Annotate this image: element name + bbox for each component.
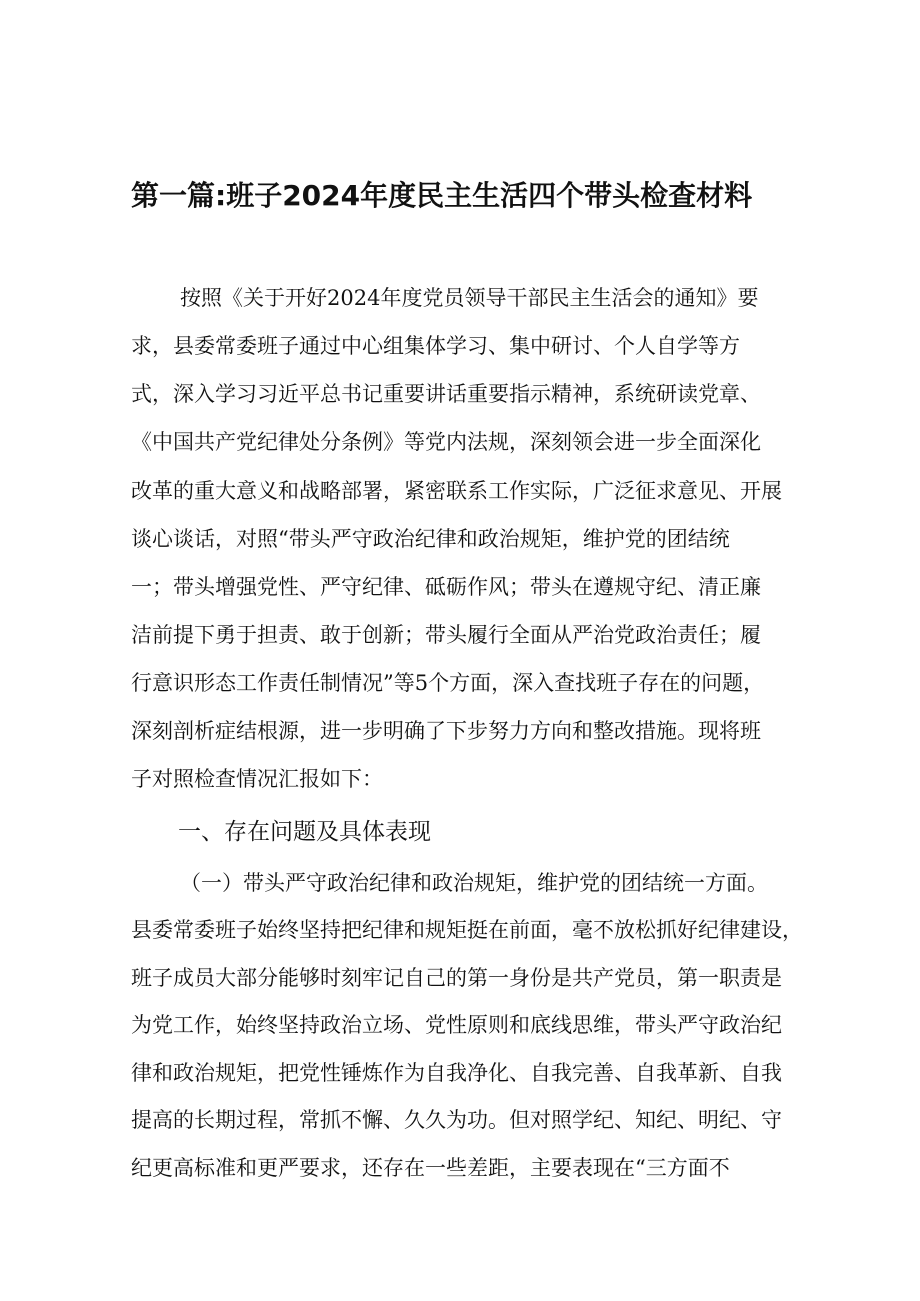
- document-title: 第一篇:班子2024年度民主生活四个带头检查材料: [131, 179, 753, 212]
- intro-line: 子对照检查情况汇报如下：: [131, 767, 383, 791]
- intro-line: 行意识形态工作责任制情况”等5个方面，深入查找班子存在的问题，: [131, 671, 765, 695]
- intro-line: 谈心谈话，对照“带头严守政治纪律和政治规矩，维护党的团结统: [131, 527, 730, 551]
- section-line: （一）带头严守政治纪律和政治规矩，维护党的团结统一方面。: [180, 871, 768, 895]
- intro-line: 改革的重大意义和战略部署，紧密联系工作实际，广泛征求意见、开展: [131, 479, 782, 503]
- intro-line: 求，县委常委班子通过中心组集体学习、集中研讨、个人自学等方: [131, 334, 740, 358]
- section-line: 为党工作，始终坚持政治立场、党性原则和底线思维，带头严守政治纪: [131, 1013, 782, 1037]
- intro-line: 《中国共产党纪律处分条例》等党内法规，深刻领会进一步全面深化: [131, 430, 761, 454]
- intro-line: 按照《关于开好2024年度党员领导干部民主生活会的通知》要: [180, 286, 759, 310]
- section-heading: 一、存在问题及具体表现: [178, 819, 431, 845]
- intro-line: 式，深入学习习近平总书记重要讲话重要指示精神，系统研读党章、: [131, 382, 761, 406]
- section-line: 县委常委班子始终坚持把纪律和规矩挺在前面，毫不放松抓好纪律建设，: [131, 918, 803, 942]
- intro-line: 一；带头增强党性、严守纪律、砥砺作风；带头在遵规守纪、清正廉: [131, 575, 761, 599]
- section-line: 纪更高标准和更严要求，还存在一些差距，主要表现在“三方面不: [131, 1156, 730, 1180]
- section-line: 提高的长期过程，常抓不懈、久久为功。但对照学纪、知纪、明纪、守: [131, 1108, 782, 1132]
- section-line: 班子成员大部分能够时刻牢记自己的第一身份是共产党员，第一职责是: [131, 966, 782, 990]
- intro-line: 深刻剖析症结根源，进一步明确了下步努力方向和整改措施。现将班: [131, 719, 761, 743]
- intro-line: 洁前提下勇于担责、敢于创新；带头履行全面从严治党政治责任；履: [131, 623, 761, 647]
- section-line: 律和政治规矩，把党性锤炼作为自我净化、自我完善、自我革新、自我: [131, 1061, 782, 1085]
